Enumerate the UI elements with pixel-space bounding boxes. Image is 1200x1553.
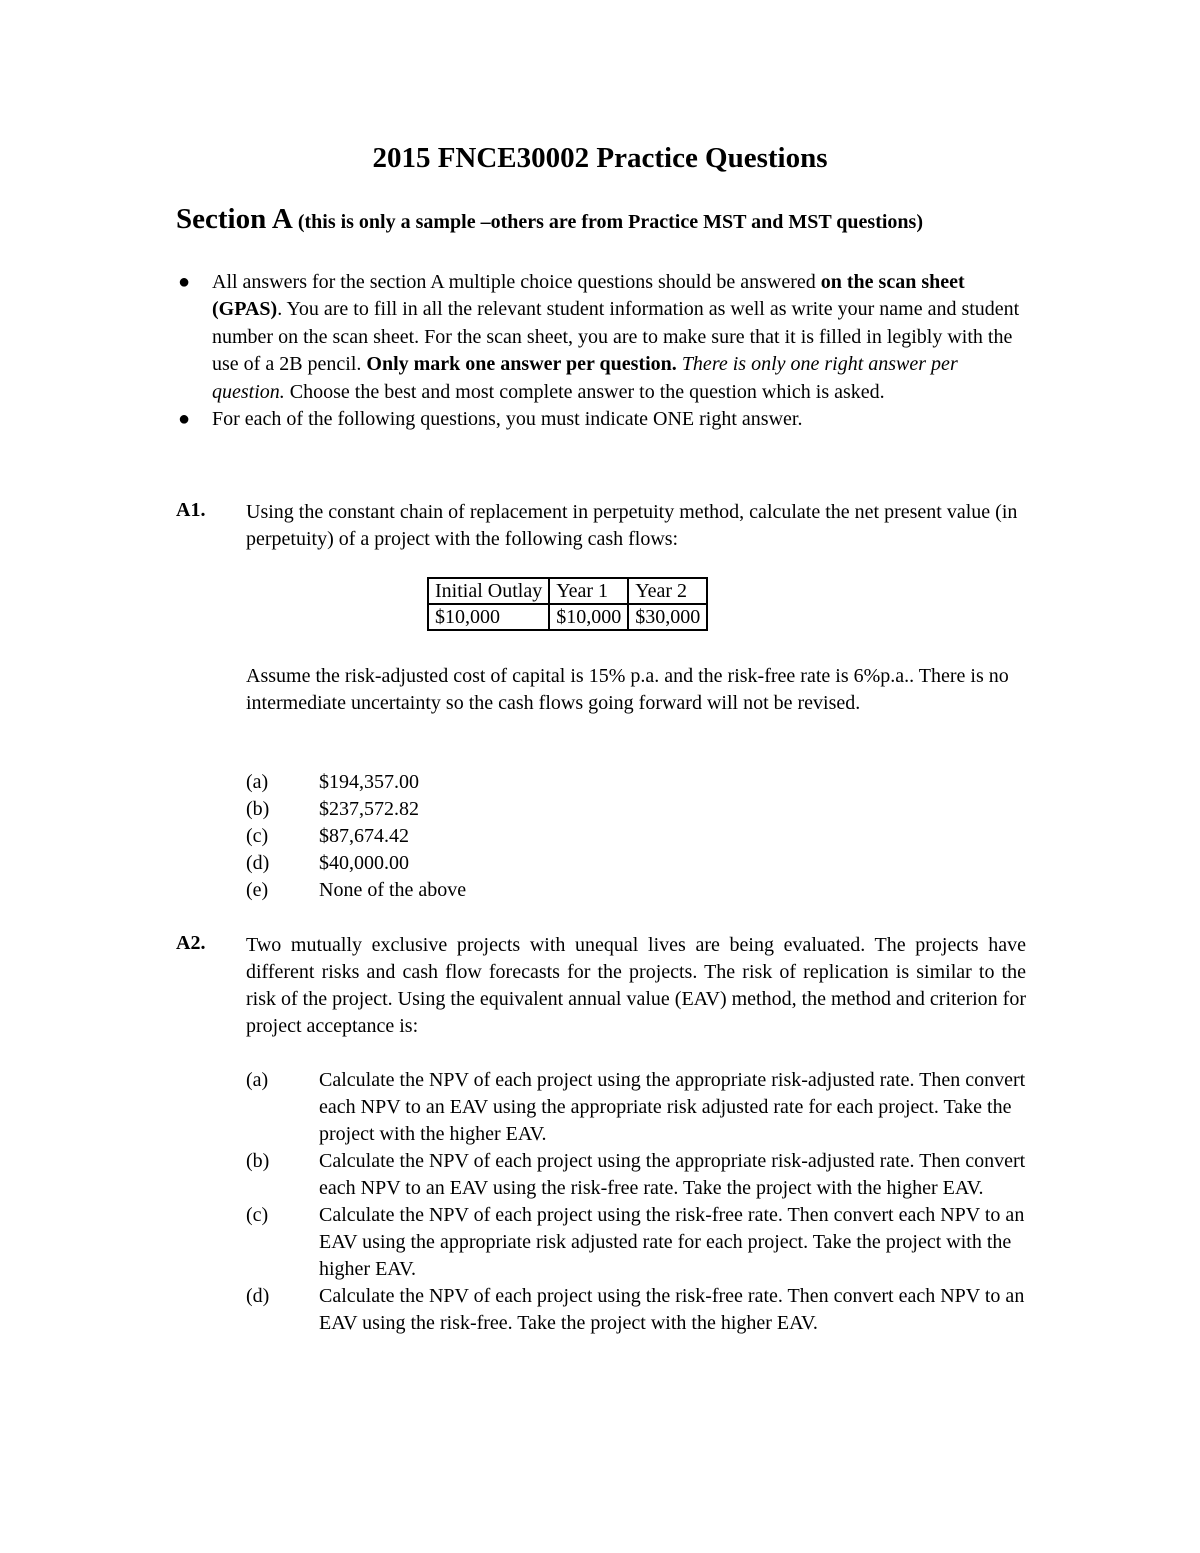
instruction-item: ● For each of the following questions, you must indicate ONE right answer. bbox=[176, 406, 1026, 433]
question-prompt: Two mutually exclusive projects with unequal lives are being evaluated. The projects have different risks and cash flow forecasts for the projects. The risk of replication is similar to the risk of the project. Using the equivalent annual value (EAV) method, the method and criterion for project acceptance is: bbox=[246, 934, 1026, 1037]
answer-option: (c) $87,674.42 bbox=[246, 825, 409, 847]
assumption-text: Assume the risk-adjusted cost of capital is 15% p.a. and the risk-free rate is 6%p.a.. There is no intermediate uncertainty so the cash flows going forward will not be revised. bbox=[246, 665, 1009, 714]
question-a2-options bbox=[176, 1067, 1026, 1337]
answer-option: (e) None of the above bbox=[246, 879, 467, 901]
cash-flow-table bbox=[427, 577, 708, 631]
table-header-cell: Initial Outlay bbox=[428, 578, 549, 604]
bullet-icon: ● bbox=[178, 271, 191, 293]
table-header-row bbox=[428, 578, 707, 604]
question-prompt: Using the constant chain of replacement in perpetuity method, calculate the net present value (in perpetuity) of a project with the following cash flows: bbox=[246, 501, 1018, 550]
section-title: Section A bbox=[176, 203, 293, 235]
table-row bbox=[428, 604, 707, 630]
table-header-cell: Year 2 bbox=[628, 578, 707, 604]
question-a1-assumption bbox=[176, 663, 1026, 717]
options-list bbox=[246, 1067, 1026, 1337]
instruction-item: ● All answers for the section A multiple choice questions should be answered on the scan sheet (GPAS). You are to fill in all the relevant student information as well as write your name and student number on the scan sheet. For the scan sheet, you are to make sure that it is filled in legibly with the use of a 2B pencil. Only mark one answer per question. There is only one right answer per question. Choose the best and most complete answer to the question which is asked. bbox=[178, 271, 1020, 403]
question-number: A1. bbox=[176, 499, 206, 521]
page-title: 2015 FNCE30002 Practice Questions bbox=[372, 142, 828, 174]
table-cell: $10,000 bbox=[549, 604, 628, 630]
answer-option: (b) Calculate the NPV of each project using the appropriate risk-adjusted rate. Then convert each NPV to an EAV using the risk-free rate. Take the project with the higher EAV. bbox=[246, 1150, 1026, 1199]
answer-option: (a) $194,357.00 bbox=[246, 771, 419, 793]
bullet-icon: ● bbox=[178, 408, 191, 431]
table-cell: $30,000 bbox=[628, 604, 707, 630]
table-cell: $10,000 bbox=[428, 604, 549, 630]
answer-option: (b) $237,572.82 bbox=[246, 798, 419, 820]
section-note: (this is only a sample –others are from Practice MST and MST questions) bbox=[297, 211, 923, 233]
answer-option: (a) Calculate the NPV of each project using the appropriate risk-adjusted rate. Then convert each NPV to an EAV using the appropriate risk adjusted rate for each project. Take the project with the higher EAV. bbox=[246, 1069, 1026, 1145]
answer-option: (d) Calculate the NPV of each project using the risk-free rate. Then convert each NPV to an EAV using the risk-free. Take the project with the higher EAV. bbox=[246, 1285, 1025, 1334]
section-heading bbox=[176, 204, 1016, 237]
instructions-list bbox=[176, 269, 1026, 433]
options-list bbox=[246, 769, 1026, 904]
table-header-cell: Year 1 bbox=[549, 578, 628, 604]
question-a1-options bbox=[176, 769, 1026, 904]
question-a2 bbox=[176, 932, 1026, 1040]
answer-option: (d) $40,000.00 bbox=[246, 852, 409, 874]
question-a1 bbox=[176, 499, 1026, 553]
answer-option: (c) Calculate the NPV of each project using the risk-free rate. Then convert each NPV to an EAV using the appropriate risk adjusted rate for each project. Take the project with the higher EAV. bbox=[246, 1204, 1025, 1280]
question-number: A2. bbox=[176, 932, 206, 954]
